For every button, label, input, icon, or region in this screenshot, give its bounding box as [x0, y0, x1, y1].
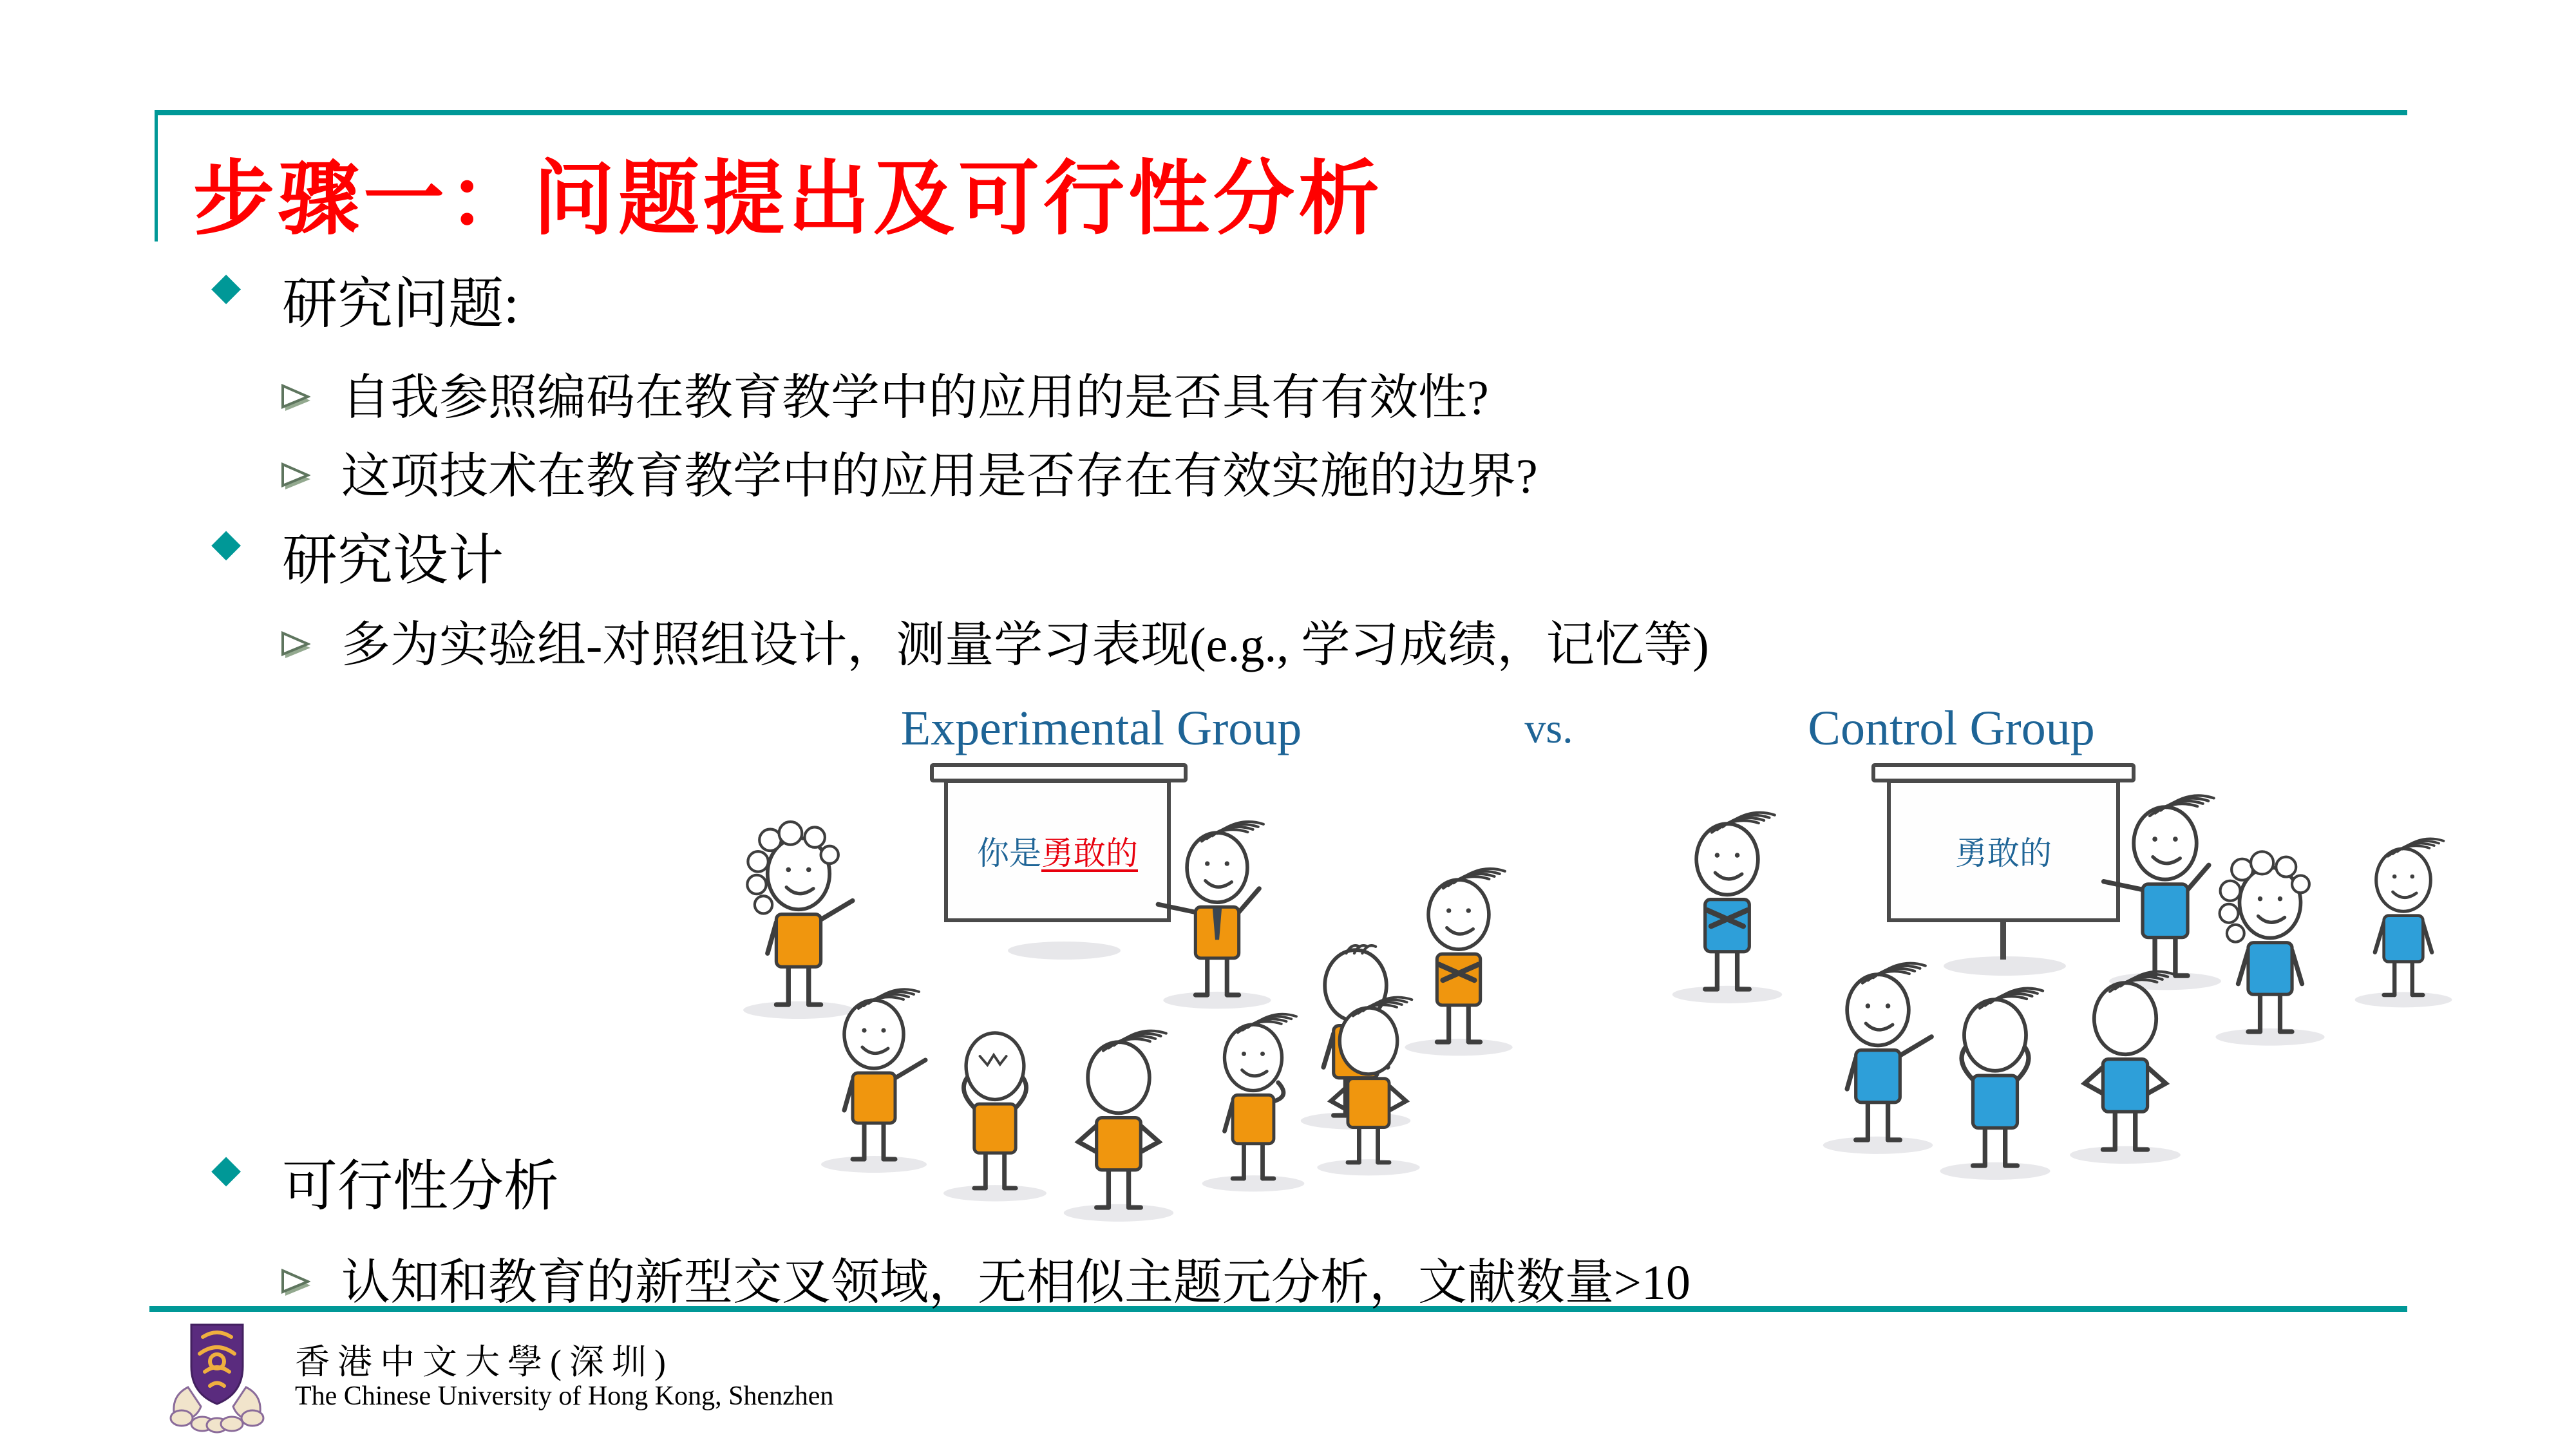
bullet-text: 可行性分析 [282, 1155, 559, 1217]
bullet-text: 这项技术在教育教学中的应用是否存在有效实施的边界? [341, 450, 1538, 504]
control-board-text: 勇敢的 [1955, 835, 2052, 871]
board-stand-pole [2000, 920, 2006, 960]
arrow-bullet-icon [281, 358, 310, 424]
sub-bullet-validity-question [281, 358, 1489, 428]
arrow-bullet-icon [281, 605, 310, 672]
left-border-line [155, 110, 158, 242]
cuhk-crest-logo [169, 1321, 265, 1434]
bullet-feasibility [206, 1141, 559, 1221]
sub-bullet-feasibility-detail [281, 1243, 1690, 1313]
bullet-text: 研究问题: [282, 273, 519, 335]
bullet-text: 研究设计 [282, 529, 504, 591]
bullet-research-design [206, 515, 504, 595]
bullet-text: 多为实验组-对照组设计，测量学习表现(e.g., 学习成绩，记忆等) [341, 618, 1709, 672]
control-group-heading: Control Group [1808, 701, 2095, 755]
experimental-group-heading: Experimental Group [900, 701, 1302, 755]
bullet-text: 认知和教育的新型交叉领域，无相似主题元分析，文献数量>10 [341, 1256, 1690, 1310]
top-border-line [155, 110, 2407, 115]
diamond-bullet-icon: ◆ [211, 1146, 242, 1191]
arrow-bullet-icon [281, 437, 310, 503]
university-name-english: The Chinese University of Hong Kong, Shenzhen [295, 1381, 834, 1411]
bullet-text: 自我参照编码在教育教学中的应用的是否具有有效性? [341, 371, 1489, 425]
vs-label: vs. [1524, 705, 1573, 752]
board-shadow [1008, 942, 1121, 960]
sub-bullet-boundary-question [281, 437, 1538, 507]
control-whiteboard [1887, 779, 2120, 922]
experimental-whiteboard [944, 779, 1171, 922]
arrow-bullet-icon [281, 1243, 310, 1309]
university-name-chinese: 香港中文大學(深圳) [295, 1343, 674, 1381]
experimental-board-text: 你是勇敢的 [977, 835, 1138, 871]
diamond-bullet-icon: ◆ [211, 264, 242, 309]
page-title: 步骤一：问题提出及可行性分析 [193, 155, 1383, 245]
bullet-research-questions [206, 259, 519, 339]
diamond-bullet-icon: ◆ [211, 520, 242, 565]
sub-bullet-design-detail [281, 605, 1709, 676]
